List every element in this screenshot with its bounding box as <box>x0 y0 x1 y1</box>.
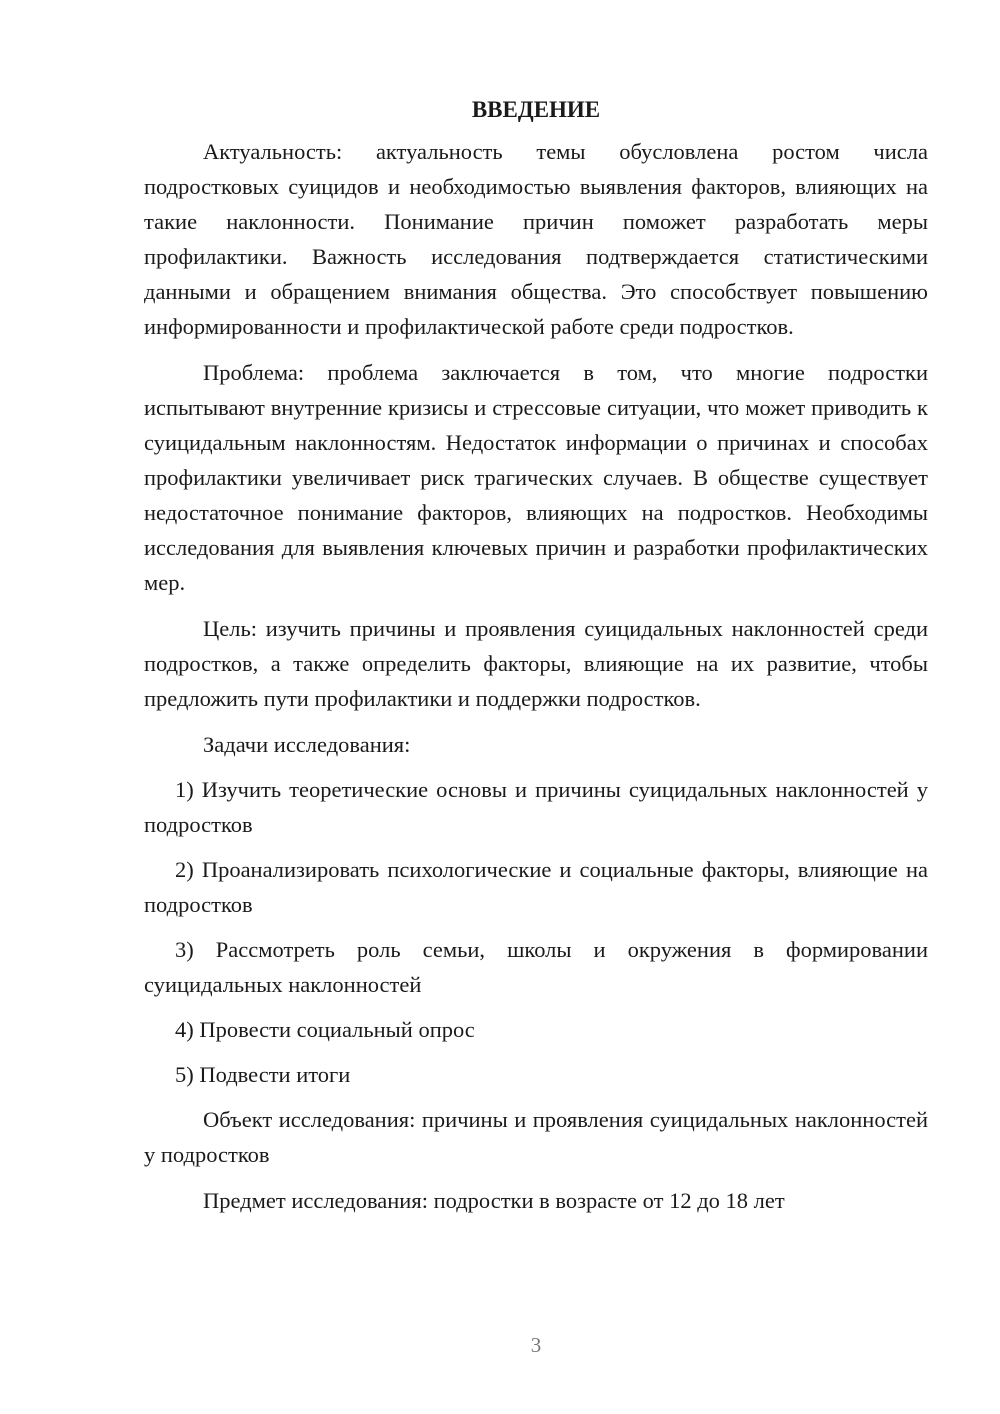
task-item: 3) Рассмотреть роль семьи, школы и окружения в формировании суицидальных наклонностей <box>144 937 928 997</box>
goal-paragraph: Цель: изучить причины и проявления суицидальных наклонностей среди подростков, а также определить факторы, влияющие на их развитие, чтобы предложить пути профилактики и поддержки подростков. <box>144 616 928 711</box>
task-item: 2) Проанализировать психологические и социальные факторы, влияющие на подростков <box>144 857 928 917</box>
tasks-list <box>144 772 928 1092</box>
page-number: 3 <box>530 1333 542 1357</box>
tasks-heading: Задачи исследования: <box>203 732 411 757</box>
problem-paragraph: Проблема: проблема заключается в том, что многие подростки испытывают внутренние кризисы и стрессовые ситуации, что может приводить к суицидальным наклонностям. Недостаток информации о причинах и способах профилактики увеличивает риск трагических случаев. В обществе существует недостаточное понимание факторов, влияющих на подростков. Необходимы исследования для выявления ключевых причин и разработки профилактических мер. <box>144 360 928 595</box>
relevance-paragraph: Актуальность: актуальность темы обусловлена ростом числа подростковых суицидов и необходимостью выявления факторов, влияющих на такие наклонности. Понимание причин поможет разработать меры профилактики. Важность исследования подтверждается статистическими данными и обращением внимания общества. Это способствует повышению информированности и профилактической работе среди подростков. <box>144 139 928 339</box>
page-content <box>144 92 928 1229</box>
subject-paragraph: Предмет исследования: подростки в возрасте от 12 до 18 лет <box>203 1188 785 1213</box>
task-item: 4) Провести социальный опрос <box>175 1017 475 1042</box>
section-title: ВВЕДЕНИЕ <box>471 97 601 122</box>
task-item: 1) Изучить теоретические основы и причины суицидальных наклонностей у подростков <box>144 777 928 837</box>
task-item: 5) Подвести итоги <box>175 1062 351 1087</box>
object-paragraph: Объект исследования: причины и проявления суицидальных наклонностей у подростков <box>144 1107 928 1167</box>
